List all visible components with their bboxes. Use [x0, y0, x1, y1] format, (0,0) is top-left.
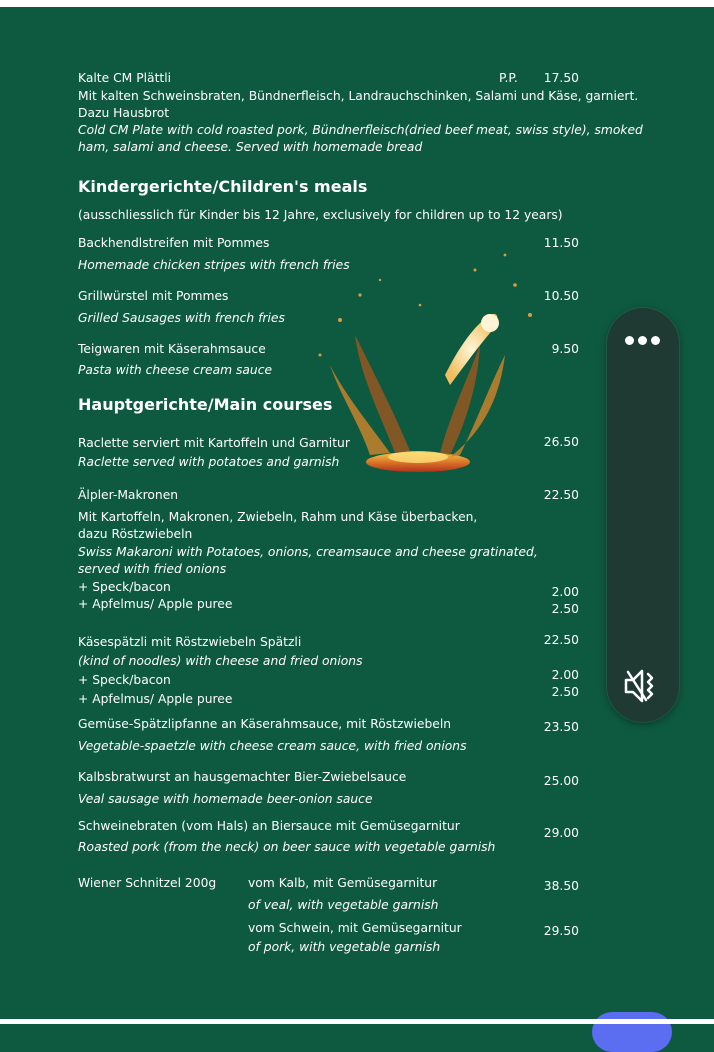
- menu-item-price: 29.00: [543, 826, 579, 840]
- menu-item-translation: Raclette served with potatoes and garnish: [78, 455, 340, 469]
- menu-item-name: Backhendlstreifen mit Pommes: [78, 236, 270, 250]
- menu-item-translation: Pasta with cheese cream sauce: [78, 363, 273, 377]
- menu-extra: + Apfelmus/ Apple puree: [78, 597, 233, 611]
- more-dots-icon[interactable]: [625, 336, 661, 346]
- menu-item-desc: Mit Kartoffeln, Makronen, Zwiebeln, Rahm und Käse überbacken,: [78, 510, 478, 524]
- menu-item-translation: (kind of noodles) with cheese and fried onions: [78, 654, 363, 668]
- menu-item-name: Teigwaren mit Käserahmsauce: [78, 342, 266, 356]
- menu-item-name: Käsespätzli mit Röstzwiebeln Spätzli: [78, 635, 302, 649]
- menu-item-name: Älpler-Makronen: [78, 488, 179, 502]
- floating-action-button[interactable]: [592, 1012, 672, 1052]
- menu-item-translation: Homemade chicken stripes with french fries: [78, 258, 350, 272]
- menu-extra: + Apfelmus/ Apple puree: [78, 692, 233, 706]
- menu-item-price: 23.50: [543, 720, 579, 734]
- menu-item-price: 9.50: [551, 342, 579, 356]
- bottom-border: [0, 1019, 714, 1024]
- menu-item-name: Grillwürstel mit Pommes: [78, 289, 229, 303]
- menu-item-variant: vom Kalb, mit Gemüsegarnitur: [248, 876, 438, 890]
- menu-extra-price: 2.00: [551, 668, 579, 682]
- menu-item-price: 11.50: [543, 236, 579, 250]
- menu-item-price: 10.50: [543, 289, 579, 303]
- kids-note: (ausschliesslich für Kinder bis 12 Jahre, exclusively for children up to 12 years): [78, 208, 563, 222]
- menu-item-translation: Veal sausage with homemade beer-onion sauce: [78, 792, 373, 806]
- cold-plate-desc-de: Dazu Hausbrot: [78, 106, 170, 120]
- menu-item-price: 25.00: [543, 774, 579, 788]
- menu-item-translation: of pork, with vegetable garnish: [248, 940, 441, 954]
- menu-item-price: 29.50: [543, 924, 579, 938]
- menu-extra: + Speck/bacon: [78, 580, 171, 594]
- menu-item-name: Wiener Schnitzel 200g: [78, 876, 217, 890]
- cold-plate-desc-de: Mit kalten Schweinsbraten, Bündnerfleisch, Landrauchschinken, Salami und Käse, garniert.: [78, 89, 639, 103]
- cold-plate-pp-label: P.P.: [499, 71, 518, 85]
- floating-side-panel: [607, 308, 679, 722]
- speaker-mute-icon[interactable]: [622, 666, 662, 706]
- menu-item-translation: Roasted pork (from the neck) on beer sauce with vegetable garnish: [78, 840, 496, 854]
- menu-item-price: 22.50: [543, 633, 579, 647]
- menu-item-variant: vom Schwein, mit Gemüsegarnitur: [248, 921, 462, 935]
- top-border: [0, 0, 714, 7]
- menu-item-translation: served with fried onions: [78, 562, 227, 576]
- menu-item-name: Raclette serviert mit Kartoffeln und Garnitur: [78, 436, 350, 450]
- menu-extra: + Speck/bacon: [78, 673, 171, 687]
- menu-item-price: 38.50: [543, 879, 579, 893]
- liquid-splash-image: [300, 225, 550, 485]
- menu-extra-price: 2.00: [551, 585, 579, 599]
- menu-item-translation: of veal, with vegetable garnish: [248, 898, 439, 912]
- menu-item-name: Schweinebraten (vom Hals) an Biersauce mit Gemüsegarnitur: [78, 819, 460, 833]
- menu-extra-price: 2.50: [551, 602, 579, 616]
- menu-item-price: 26.50: [543, 435, 579, 449]
- menu-item-price: 22.50: [543, 488, 579, 502]
- menu-item-translation: Vegetable-spaetzle with cheese cream sauce, with fried onions: [78, 739, 467, 753]
- cold-plate-desc-en: Cold CM Plate with cold roasted pork, Bündnerfleisch(dried beef meat, swiss style), smoked: [78, 123, 643, 137]
- mains-heading: Hauptgerichte/Main courses: [78, 395, 333, 414]
- menu-extra-price: 2.50: [551, 685, 579, 699]
- menu-item-name: Gemüse-Spätzlipfanne an Käserahmsauce, mit Röstzwiebeln: [78, 717, 452, 731]
- cold-plate-desc-en: ham, salami and cheese. Served with homemade bread: [78, 140, 423, 154]
- kids-heading: Kindergerichte/Children's meals: [78, 177, 368, 196]
- menu-item-translation: Grilled Sausages with french fries: [78, 311, 285, 325]
- cold-plate-price: 17.50: [543, 71, 579, 85]
- menu-item-name: Kalbsbratwurst an hausgemachter Bier-Zwiebelsauce: [78, 770, 407, 784]
- cold-plate-title: Kalte CM Plättli: [78, 71, 172, 85]
- menu-item-translation: Swiss Makaroni with Potatoes, onions, creamsauce and cheese gratinated,: [78, 545, 538, 559]
- menu-item-desc: dazu Röstzwiebeln: [78, 527, 193, 541]
